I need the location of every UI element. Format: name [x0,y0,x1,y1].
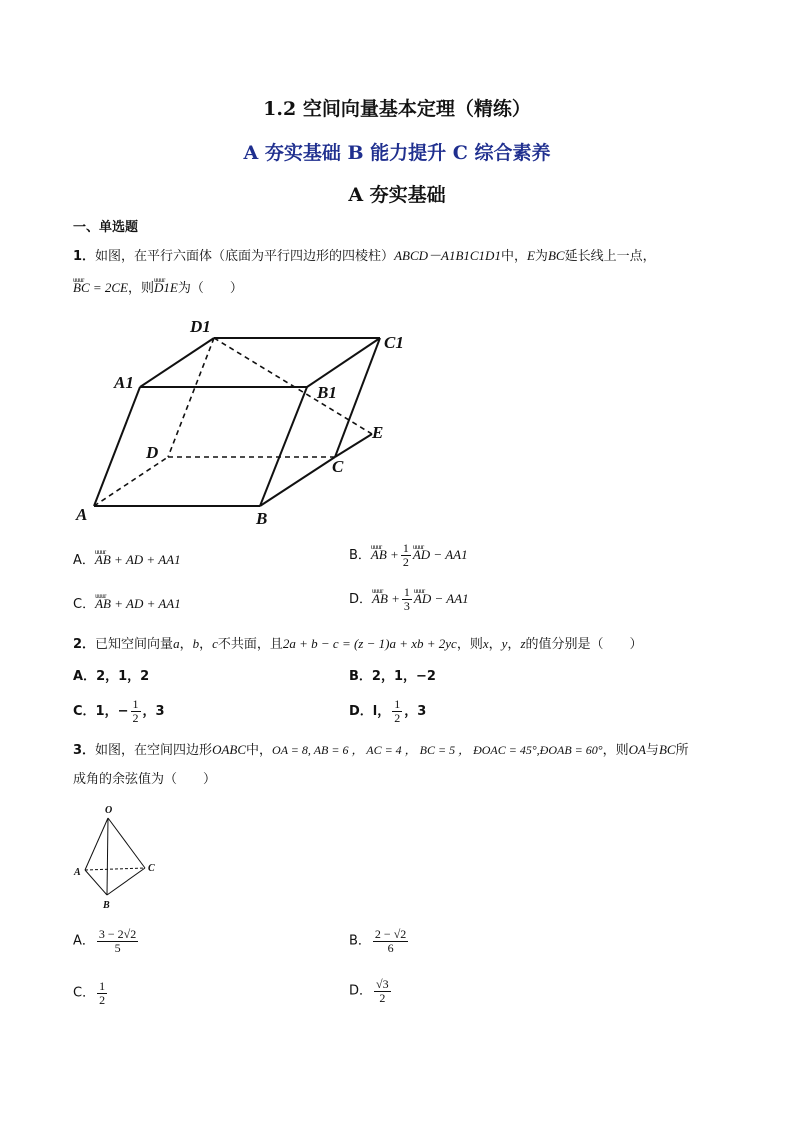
option-expression: uuur AB + AD + AA1 [95,594,181,614]
option-fraction: $\frac{1}{3}$ [403,585,410,613]
q1-point-e: E [526,248,535,263]
edge-d1d-hidden [168,338,214,457]
option-fraction: $\frac{3 - 2√2}{5}$ [98,927,137,955]
q1-line1 [73,246,656,267]
label-a: A [76,505,88,524]
q3-number: 3． [73,743,96,758]
edge-c1b1 [307,338,380,387]
label-a: A [74,867,81,878]
option-letter: A． [73,553,95,568]
q2-text-a: 已知空间向量 [95,637,174,652]
q2-text-c: ，则 [456,637,483,652]
option-letter: A． [73,669,97,684]
label-e: E [372,423,384,442]
q2-equation: 2a + b − c = (z − 1)a + xb + 2yc [282,636,457,651]
option-expression-tail: uuur AD − AA1 [414,589,469,609]
q3-option-d[interactable] [349,978,393,1005]
parallelepiped-figure [70,310,420,530]
q3-text-a: 如图，在空间四边形 [95,743,213,758]
label-c: C [148,863,155,874]
section-heading: A 夯实基础 [348,184,446,206]
q1-text-c: 为 [534,249,548,264]
page-title: 1.2 空间向量基本定理（精练） [263,98,531,120]
q2-text-b: 不共面，且 [217,637,283,652]
q3-line2: 成角的余弦值为（ ） [73,772,217,787]
option-letter: B． [349,669,372,684]
part-heading: 一、单选题 [73,220,139,235]
option-fraction: $\frac{√3}{2}$ [376,977,389,1005]
option-expression: uuur AB + [372,589,400,609]
q1-option-a[interactable] [73,550,181,571]
option-text-tail: ，3 [404,704,427,719]
option-text: 2，1，2 [96,669,150,684]
edge-ac-hidden [85,868,145,870]
label-d1: D1 [190,317,211,336]
label-b: B [256,509,268,528]
q2-sep: ， [199,637,213,652]
option-text: 1，− [95,704,129,719]
q3-option-b[interactable] [349,928,410,955]
q1-solid: ABCD－A1B1C1D1 [394,248,501,263]
edge-ad-hidden [94,457,168,506]
q2-option-d[interactable] [349,698,426,725]
q1-option-c[interactable] [73,594,181,615]
q1-bc: BC [547,248,565,263]
edge-ab [85,870,107,895]
edge-bc [260,457,335,506]
option-expression: uuur AB + [371,545,399,565]
option-letter: B． [349,548,371,563]
q1-text-f: 为（ ） [177,281,243,296]
label-b1: B1 [317,383,337,402]
q2-text-d: 的值分别是（ ） [525,637,643,652]
q1-number: 1． [73,249,96,264]
option-letter: B． [349,933,371,949]
q3-oa: OA [628,742,646,757]
q1-option-b[interactable] [349,542,468,569]
q2-var-y: y [501,636,508,651]
option-letter: D． [349,983,373,999]
q3-text-e: 所 [675,743,689,758]
option-expression: uuur AB + AD + AA1 [95,550,181,570]
option-letter: C． [73,985,96,1001]
q1-line2 [73,278,243,299]
label-c1: C1 [384,333,404,352]
label-b: B [103,900,110,911]
option-fraction: $\frac{1}{2}$ [394,697,401,725]
edge-oc [108,818,145,868]
edge-ce [335,434,372,457]
q2-sep: ， [507,637,521,652]
option-text: l， [372,704,391,719]
option-fraction: $\frac{1}{2}$ [99,979,106,1007]
edge-oa [85,818,108,870]
label-o: O [105,805,113,816]
q3-conditions: OA = 8, AB = 6 ， AC = 4 ， BC = 5 ， ÐOAC = 45°,ÐOAB = 60° [272,743,603,757]
option-fraction: $\frac{1}{2}$ [402,541,409,569]
q2-option-c[interactable] [73,698,165,725]
edge-d1a1 [140,338,214,387]
option-expression-tail: uuur AD − AA1 [413,545,468,565]
edge-b1b [260,387,307,506]
q2-sep: ， [488,637,502,652]
q1-text-e: ，则 [128,281,155,296]
q2-option-b[interactable] [349,667,436,687]
q1-text-b: 中， [500,249,527,264]
q2-var-a: a [173,636,180,651]
q2-option-a[interactable] [73,667,149,687]
q1-text-a: 如图，在平行六面体（底面为平行四边形的四棱柱） [95,249,395,264]
q1-d1e: uuur D1E [154,278,178,298]
q2-number: 2． [73,637,96,652]
option-letter: A． [73,933,95,949]
q3-text-c: ，则 [602,743,629,758]
q3-option-a[interactable] [73,928,140,955]
page-subtitle: A 夯实基础 B 能力提升 C 综合素养 [243,142,551,164]
option-fraction: $\frac{1}{2}$ [132,697,139,725]
q2-stem [73,634,643,655]
label-a1: A1 [114,373,134,392]
q3-line1 [73,740,689,761]
option-letter: C． [73,597,96,612]
label-c: C [332,457,344,476]
q3-text-b: 中， [246,743,273,758]
option-fraction: $\frac{2 - √2}{6}$ [374,927,407,955]
q2-var-b: b [192,636,200,651]
q1-condition: uuur BC = 2CE [73,278,128,298]
option-letter: D． [349,704,373,719]
q3-bc: BC [658,742,676,757]
option-text: 2，1，−2 [371,669,436,684]
edge-bc [107,868,145,895]
q1-text-d: 延长线上一点， [564,249,656,264]
q3-option-c[interactable] [73,980,109,1007]
q2-var-c: c [212,636,218,651]
option-letter: D． [349,592,373,607]
option-text-tail: ，3 [142,704,165,719]
tetrahedron-figure [70,800,170,915]
q2-var-x: x [482,636,489,651]
q3-text-d: 与 [645,743,659,758]
q2-var-z: z [520,636,526,651]
q3-quadrilateral: OABC [212,742,247,757]
q1-option-d[interactable] [349,586,469,613]
q2-sep: ， [179,637,193,652]
label-d: D [146,443,159,462]
option-letter: C． [73,704,96,719]
edge-ob [107,818,108,895]
edge-a1a [94,387,140,506]
